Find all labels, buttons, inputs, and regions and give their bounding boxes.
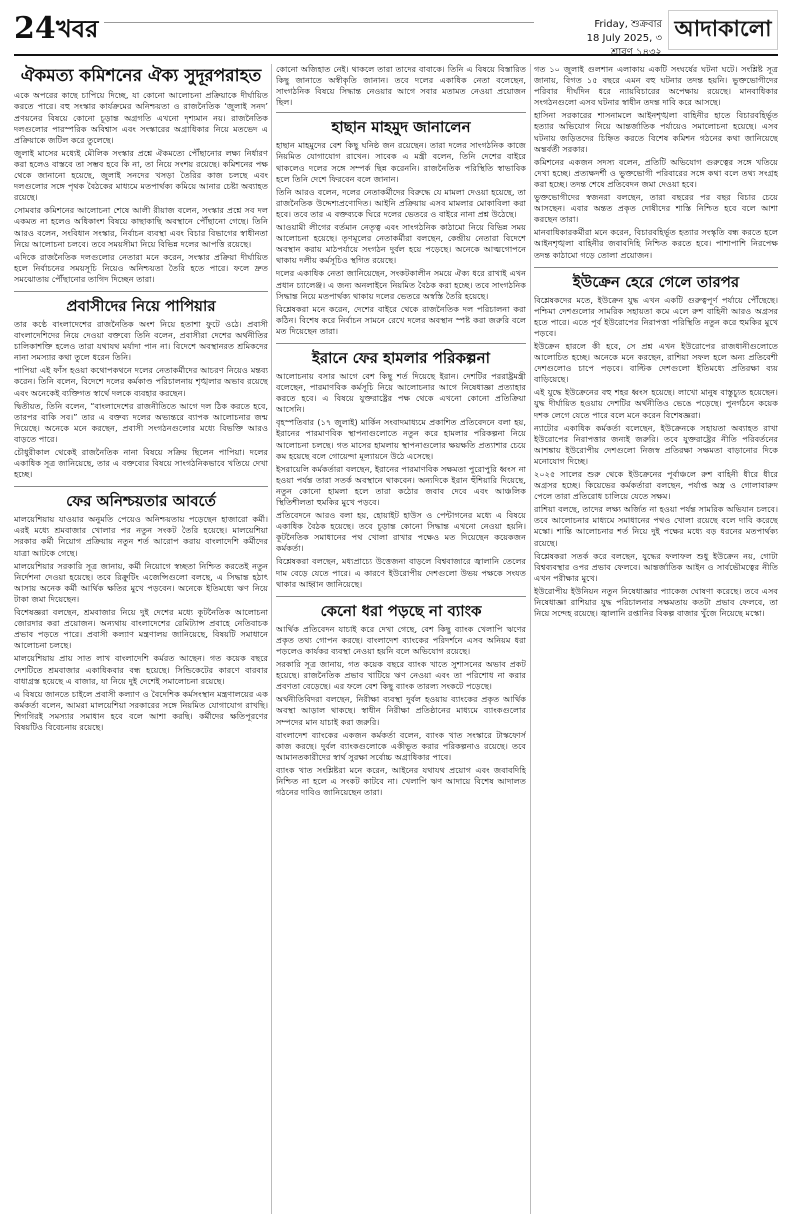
paragraph: একে অপরের কাছে চাপিয়ে দিচ্ছে, যা কোনো আলোচনা প্রক্রিয়াকে দীর্ঘায়িত করতে পারে। বহু সংস্কার কার্যক্রমের অনিশ্চয়তা ও রাজনৈতিক ‘জুলাই সনদ’ প্রণয়নের বিষয়ে কোনো চূড়ান্ত অগ্রগতি এখনো দৃশ্যমান নয়। রাজনৈতিক দলগুলোর পারস্পরিক অবিশ্বাস এবং সংস্কারের অগ্রাধিকার নিয়ে মতভেদ এ প্রক্রিয়াকে জটিল করে তুলেছে। [14, 90, 268, 145]
story-banks [276, 602, 526, 798]
headline-banks: কেনো ধরা পড়ছে না ব্যাংক [320, 601, 482, 620]
story-body [14, 90, 268, 285]
paragraph: মানবাধিকারকর্মীরা মনে করেন, বিচারবহির্ভূত হত্যার সংস্কৃতি বন্ধ করতে হলে আইনশৃঙ্খলা বাহিনীর জবাবদিহি নিশ্চিত করতে হবে। পাশাপাশি নিরপেক্ষ তদন্ত কাঠামো গড়ে তোলা প্রয়োজন। [534, 227, 778, 260]
paragraph: প্রতিবেদনে আরও বলা হয়, হোয়াইট হাউস ও পেন্টাগনের মধ্যে এ বিষয়ে একাধিক বৈঠক হয়েছে। তবে চূড়ান্ত কোনো সিদ্ধান্ত এখনো নেওয়া হয়নি। কূটনৈতিক সমাধানের পথ খোলা রাখার পক্ষেও মত দিয়েছেন কয়েকজন কর্মকর্তা। [276, 510, 526, 554]
paragraph: বৃহস্পতিবার (১৭ জুলাই) মার্কিন সংবাদমাধ্যমে প্রকাশিত প্রতিবেদনে বলা হয়, ইরানের পারমাণবিক স্থাপনাগুলোতে নতুন করে হামলার পরিকল্পনা নিয়ে আলোচনা চলছে। গত মাসের হামলায় স্থাপনাগুলোর ক্ষয়ক্ষতি প্রত্যাশার চেয়ে কম হয়েছে বলে গোয়েন্দা মূল্যায়নে উঠে এসেছে। [276, 417, 526, 461]
story-uncertainty [14, 492, 268, 733]
paragraph: হাসিনা সরকারের শাসনামলে আইনশৃঙ্খলা বাহিনীর হাতে বিচারবহির্ভূত হত্যার অভিযোগ নিয়ে আন্তর্জাতিক পর্যায়েও সমালোচনা হয়েছে। এসব ঘটনায় জড়িতদের চিহ্নিত করতে বিশেষ কমিশন গঠনের কথা জানিয়েছে অন্তর্বর্তী সরকার। [534, 110, 778, 154]
paragraph: পাপিয়া এই ফাঁস হওয়া কথোপকথনে দলের নেতাকর্মীদের আচরণ নিয়েও মন্তব্য করেন। তিনি বলেন, বিদেশে দলের কর্মকাণ্ড পরিচালনায় শৃঙ্খলার অভাব রয়েছে এবং অনেকেই ব্যক্তিগত স্বার্থে দলকে ব্যবহার করছেন। [14, 365, 268, 398]
paragraph: ন্যাটোর একাধিক কর্মকর্তা বলেছেন, ইউক্রেনকে সহায়তা অব্যাহত রাখা ইউরোপের নিরাপত্তার জন্যই জরুরি। তবে যুক্তরাষ্ট্রের নীতি পরিবর্তনের আশঙ্কায় ইউরোপীয় দেশগুলো নিজস্ব প্রতিরক্ষা সক্ষমতা বাড়ানোর দিকে মনোযোগ দিচ্ছে। [534, 422, 778, 466]
headline-iran: ইরানে ফের হামলার পরিকল্পনা [312, 348, 490, 367]
paragraph: আর্থিক প্রতিবেদন যাচাই করে দেখা গেছে, বেশ কিছু ব্যাংক খেলাপি ঋণের প্রকৃত তথ্য গোপন করছে। বাংলাদেশ ব্যাংকের পরিদর্শনে এসব অনিয়ম ধরা পড়লেও কার্যকর ব্যবস্থা নেওয়া হয়নি বলে অভিযোগ রয়েছে। [276, 623, 526, 656]
paragraph: চৌধুরীকাল থেকেই রাজনৈতিক নানা বিষয়ে সক্রিয় ছিলেন পাপিয়া। দলের একাধিক সূত্র জানিয়েছে, তার এ বক্তব্যের বিষয়ে সাংগঠনিকভাবে খতিয়ে দেখা হচ্ছে। [14, 447, 268, 480]
paragraph: সরকারি সূত্র জানায়, গত কয়েক বছরে ব্যাংক খাতে সুশাসনের অভাব প্রকট হয়েছে। রাজনৈতিক প্রভাব খাটিয়ে ঋণ নেওয়া এবং তা পরিশোধ না করার প্রবণতা বেড়েছে। এর ফলে বেশ কিছু ব্যাংক তারল্য সংকটে পড়েছে। [276, 659, 526, 692]
paragraph: বিশ্লেষকরা সতর্ক করে বলছেন, যুদ্ধের ফলাফল শুধু ইউক্রেন নয়, গোটা বিশ্বব্যবস্থার ওপর প্রভাব ফেলবে। আন্তর্জাতিক আইন ও সার্বভৌমত্বের নীতি এখন পরীক্ষার মুখে। [534, 550, 778, 583]
day-label: Friday, শুক্রবার [594, 19, 662, 30]
paragraph: কমিশনের একজন সদস্য বলেন, প্রতিটি অভিযোগ গুরুত্বের সঙ্গে খতিয়ে দেখা হচ্ছে। প্রত্যক্ষদর্শী ও ভুক্তভোগী পরিবারের সঙ্গে কথা বলে তথ্য সংগ্রহ করা হচ্ছে। তদন্ত শেষে প্রতিবেদন জমা দেওয়া হবে। [534, 156, 778, 189]
story-divider [14, 291, 268, 292]
column-right [534, 64, 778, 1214]
story-expat [14, 297, 268, 480]
masthead [14, 8, 778, 56]
paragraph: তিনি আরও বলেন, দলের নেতাকর্মীদের বিরুদ্ধে যে মামলা দেওয়া হয়েছে, তা রাজনৈতিক উদ্দেশ্যপ্রণোদিত। আইনি প্রক্রিয়ায় এসব মামলার মোকাবিলা করা হবে। তবে তার এ বক্তব্যকে ঘিরে দলের ভেতরে ও বাইরে নানা প্রশ্ন উঠেছে। [276, 186, 526, 219]
paragraph: বাংলাদেশ ব্যাংকের একজন কর্মকর্তা বলেন, ব্যাংক খাত সংস্কারে টাস্কফোর্স কাজ করছে। দুর্বল ব্যাংকগুলোকে একীভূত করার পরিকল্পনাও রয়েছে। তবে আমানতকারীদের স্বার্থ সুরক্ষা সর্বোচ্চ অগ্রাধিকার পাবে। [276, 729, 526, 762]
column-rule [271, 64, 272, 1214]
column-left [14, 64, 268, 1214]
date-block [562, 18, 662, 60]
story-unity [14, 66, 268, 285]
headline-unity: ঐকমত্য কমিশনের ঐক্য সুদূরপরাহত [20, 66, 262, 86]
column-rule [530, 64, 531, 1214]
header-divider [104, 22, 534, 23]
paragraph: দ্বিতীয়ত, তিনি বলেন, “বাংলাদেশের রাজনীতিতে আগে দল ঠিক করতে হবে, তারপর বাকি সব।” তার এ বক্তব্য দলের অভ্যন্তরে ব্যাপক আলোচনার জন্ম দিয়েছে। অনেকে মনে করছেন, প্রবাসী সংগঠনগুলোর মধ্যে বিভক্তি আরও বাড়তে পারে। [14, 400, 268, 444]
paragraph: মালয়েশিয়ার সরকারি সূত্র জানায়, কর্মী নিয়োগে স্বচ্ছতা নিশ্চিত করতেই নতুন নির্দেশনা দেওয়া হয়েছে। তবে রিক্রুটিং এজেন্সিগুলো বলছে, এ সিদ্ধান্ত হঠাৎ আসায় অনেক কর্মী আর্থিক ক্ষতির মুখে পড়বেন। অনেকে ইতিমধ্যে ঋণ নিয়ে টাকা জমা দিয়েছেন। [14, 560, 268, 604]
paragraph: আলোচনায় বসার আগে বেশ কিছু শর্ত দিয়েছে ইরান। দেশটির পররাষ্ট্রমন্ত্রী বলেছেন, পারমাণবিক কর্মসূচি নিয়ে আলোচনার আগে নিষেধাজ্ঞা প্রত্যাহার করতে হবে। এ বিষয়ে যুক্তরাষ্ট্রের পক্ষ থেকে এখনো কোনো প্রতিক্রিয়া আসেনি। [276, 370, 526, 415]
paragraph: অর্থনীতিবিদরা বলছেন, নিরীক্ষা ব্যবস্থা দুর্বল হওয়ায় ব্যাংকের প্রকৃত আর্থিক অবস্থা আড়াল থাকছে। স্বাধীন নিরীক্ষা প্রতিষ্ঠানের মাধ্যমে ব্যাংকগুলোর সম্পদের মান যাচাই করা জরুরি। [276, 694, 526, 727]
column-middle [276, 64, 526, 1214]
paragraph: ২০২৫ সালের শুরু থেকে ইউক্রেনের পূর্বাঞ্চলে রুশ বাহিনী ধীরে ধীরে অগ্রসর হচ্ছে। কিয়েভের কর্মকর্তারা বলছেন, পর্যাপ্ত অস্ত্র ও গোলাবারুদ পেলে তারা প্রতিরোধ চালিয়ে যেতে সক্ষম। [534, 469, 778, 502]
paragraph: মালয়েশিয়ায় প্রায় সাত লাখ বাংলাদেশি কর্মরত আছেন। গত কয়েক বছরে দেশটিতে শ্রমবাজার একাধিকবার বন্ধ হয়েছে। সিন্ডিকেটের কারণে বারবার বাধাগ্রস্ত হয়েছে এ বাজার, যা নিয়ে দুই দেশেই সমালোচনা রয়েছে। [14, 653, 268, 686]
paragraph: ইসরায়েলি কর্মকর্তারা বলছেন, ইরানের পারমাণবিক সক্ষমতা পুরোপুরি ধ্বংস না হওয়া পর্যন্ত তারা সতর্ক অবস্থানে থাকবেন। অন্যদিকে ইরান হুঁশিয়ারি দিয়েছে, নতুন কোনো হামলা হলে তারা কঠোর জবাব দেবে এবং আঞ্চলিক স্থিতিশীলতা হুমকির মুখে পড়বে। [276, 463, 526, 507]
story-continuation [276, 64, 526, 108]
section-name: খবর [56, 14, 99, 43]
story-body [534, 64, 778, 261]
newspaper-logo: আদাকালো [668, 10, 778, 50]
paragraph: ব্যাংক খাত সংশ্লিষ্টরা মনে করেন, আইনের যথাযথ প্রয়োগ এবং জবাবদিহি নিশ্চিত না হলে এ সংকট কাটবে না। খেলাপি ঋণ আদায়ে বিশেষ আদালত গঠনের দাবিও জানিয়েছেন তারা। [276, 764, 526, 798]
story-divider [276, 596, 526, 597]
paragraph: বিশ্লেষকরা বলছেন, মধ্যপ্রাচ্যে উত্তেজনা বাড়লে বিশ্ববাজারে জ্বালানি তেলের দাম বেড়ে যেতে পারে। এ কারণে ইউরোপীয় দেশগুলো উভয় পক্ষকে সংযত থাকার আহ্বান জানিয়েছে। [276, 556, 526, 589]
paragraph: এই যুদ্ধে ইউক্রেনের বহু শহর ধ্বংস হয়েছে। লাখো মানুষ বাস্তুচ্যুত হয়েছেন। যুদ্ধ দীর্ঘায়িত হওয়ায় দেশটির অর্থনীতিও ভেঙে পড়েছে। পুনর্গঠনে কয়েক দশক লেগে যেতে পারে বলে মনে করেন বিশেষজ্ঞরা। [534, 387, 778, 420]
paragraph: ভুক্তভোগীদের স্বজনরা বলছেন, তারা বছরের পর বছর বিচার চেয়ে আসছেন। এবার অন্তত প্রকৃত দোষীদের শাস্তি নিশ্চিত হবে বলে আশা করছেন তারা। [534, 192, 778, 225]
paragraph: তার কণ্ঠে বাংলাদেশের রাজনৈতিক অংশ নিয়ে হতাশা ফুটে ওঠে। প্রবাসী বাংলাদেশিদের নিয়ে দেওয়া বক্তব্যে তিনি বলেন, প্রবাসীরা দেশের অর্থনীতির চালিকাশক্তি হলেও তারা যথাযথ মর্যাদা পান না। বিদেশে অবস্থানরত শ্রমিকদের নানা সমস্যার কথা তুলে ধরেন তিনি। [14, 318, 268, 363]
paragraph: আওয়ামী লীগের বর্তমান নেতৃত্ব এবং সাংগঠনিক কাঠামো নিয়ে বিভিন্ন সময় আলোচনা হয়েছে। তৃণমূলের নেতাকর্মীরা বলছেন, কেন্দ্রীয় নেতারা বিদেশে অবস্থান করায় মাঠপর্যায়ে সংগঠন দুর্বল হয়ে পড়েছে। অনেকে আত্মগোপনে থাকায় দলীয় কর্মসূচিও স্থগিত রয়েছে। [276, 222, 526, 266]
paragraph: কোনো অজিহাত নেই। থাকলে তারা তাদের বাবাকে। তিনি এ বিষয়ে বিস্তারিত কিছু জানাতে অস্বীকৃতি জানান। তবে দলের একাধিক নেতা বলেছেন, সাংগঠনিক বিষয়ে সিদ্ধান্ত নেওয়ার আগে সবার মতামত নেওয়া প্রয়োজন ছিল। [276, 64, 526, 108]
paragraph: ইউক্রেন হারলে কী হবে, সে প্রশ্ন এখন ইউরোপের রাজধানীগুলোতে আলোচিত হচ্ছে। অনেকে মনে করছেন, রাশিয়া সফল হলে অন্য প্রতিবেশী দেশগুলোও চাপে পড়বে। বাল্টিক দেশগুলো ইতিমধ্যে প্রতিরক্ষা ব্যয় বাড়িয়েছে। [534, 340, 778, 385]
page-number: 24 [14, 11, 56, 46]
story-hasan [276, 118, 526, 337]
story-body [14, 319, 268, 480]
paragraph: হাছান মাহমুদের বেশ কিছু ঘনিষ্ঠ জন রয়েছেন। তারা দলের সাংগঠনিক কাজে নিয়মিত যোগাযোগ রাখেন। সাবেক এ মন্ত্রী বলেন, তিনি দেশের বাইরে থাকলেও দলের সঙ্গে সম্পর্ক ছিন্ন করেননি। রাজনৈতিক পরিস্থিতি স্বাভাবিক হলে তিনি দেশে ফিরবেন বলে জানান। [276, 140, 526, 184]
date-label: 18 July 2025, ৩ শ্রাবণ ১৪৩২ [586, 33, 662, 58]
story-crossfire [534, 64, 778, 261]
paragraph: সোমবার কমিশনের আলোচনা শেষে আলী রীয়াজ বলেন, সংস্কার প্রশ্নে সব দল একমত না হলেও অধিকাংশ বিষয়ে কাছাকাছি অবস্থানে পৌঁছানো গেছে। তিনি আরও বলেন, সংবিধান সংস্কার, নির্বাচন ব্যবস্থা এবং বিচার বিভাগের স্বাধীনতা নিয়ে আলোচনা চলবে। তবে সময়সীমা নিয়ে বিভিন্ন দলের আপত্তি রয়েছে। [14, 205, 268, 249]
paragraph: মালয়েশিয়ায় যাওয়ার অনুমতি পেয়েও অনিশ্চয়তায় পড়েছেন হাজারো কর্মী। এরই মধ্যে শ্রমবাজার খোলার পর নতুন সংকট তৈরি হয়েছে। মালয়েশিয়া সরকার কর্মী নিয়োগ প্রক্রিয়ায় নতুন শর্ত আরোপ করায় বাংলাদেশি কর্মীদের যাত্রা আটকে গেছে। [14, 514, 268, 558]
headline-hasan: হাছান মাহমুদ জানালেন [331, 118, 471, 137]
paragraph: এদিকে রাজনৈতিক দলগুলোর নেতারা মনে করেন, সংস্কার প্রক্রিয়া দীর্ঘায়িত হলে নির্বাচনের সময়সূচি নিয়েও অনিশ্চয়তা তৈরি হতে পারে। ফলে দ্রুত সমঝোতায় পৌঁছানোর তাগিদ দিচ্ছেন তারা। [14, 251, 268, 284]
headline-expat: প্রবাসীদের নিয়ে পাপিয়ার [66, 296, 216, 315]
story-divider [276, 343, 526, 344]
paragraph: দলের একাধিক নেতা জানিয়েছেন, সংকটকালীন সময়ে ঐক্য ধরে রাখাই এখন প্রধান চ্যালেঞ্জ। এ জন্য অনলাইনে নিয়মিত বৈঠক করা হচ্ছে। তবে সাংগঠনিক সিদ্ধান্ত নিয়ে মতপার্থক্য থাকায় দলের ভেতরে অস্বস্তি তৈরি হয়েছে। [276, 268, 526, 301]
paragraph: বিশ্লেষকদের মতে, ইউক্রেন যুদ্ধ এখন একটি গুরুত্বপূর্ণ পর্যায়ে পৌঁছেছে। পশ্চিমা দেশগুলোর সামরিক সহায়তা কমে এলে রুশ বাহিনী আরও অগ্রসর হতে পারে। এতে পূর্ব ইউরোপের নিরাপত্তা পরিস্থিতি নতুন করে হুমকির মুখে পড়বে। [534, 294, 778, 338]
paragraph: বিশ্লেষকরা মনে করেন, দেশের বাইরে থেকে রাজনৈতিক দল পরিচালনা করা কঠিন। বিশেষ করে নির্বাচন সামনে রেখে দলের অবস্থান স্পষ্ট করা জরুরি বলে মত দিয়েছেন তারা। [276, 303, 526, 336]
story-body [14, 514, 268, 733]
headline-ukraine: ইউক্রেন হেরে গেলে তারপর [572, 272, 740, 291]
story-body [276, 140, 526, 337]
paragraph: রাশিয়া বলছে, তাদের লক্ষ্য অর্জিত না হওয়া পর্যন্ত সামরিক অভিযান চলবে। তবে আলোচনার মাধ্যমে সমাধানের পথও খোলা রয়েছে বলে দাবি করেছে মস্কো। শান্তি আলোচনার শর্ত নিয়ে দুই পক্ষের মধ্যে বড় ধরনের মতপার্থক্য রয়েছে। [534, 504, 778, 548]
story-divider [276, 112, 526, 113]
paragraph: বিশেষজ্ঞরা বলছেন, শ্রমবাজার নিয়ে দুই দেশের মধ্যে কূটনৈতিক আলোচনা জোরদার করা প্রয়োজন। অন্যথায় বাংলাদেশের রেমিট্যান্স প্রবাহে নেতিবাচক প্রভাব পড়তে পারে। প্রবাসী কল্যাণ মন্ত্রণালয় জানিয়েছে, বিষয়টি সমাধানে আলোচনা চলছে। [14, 607, 268, 651]
story-divider [534, 267, 778, 268]
story-body [276, 624, 526, 798]
story-ukraine [534, 273, 778, 620]
paragraph: জুলাই মাসের মধ্যেই মৌলিক সংস্কার প্রশ্নে ঐকমত্যে পৌঁছানোর লক্ষ্য নির্ধারণ করা হলেও বাস্তবে তা সম্ভব হবে কি না, তা নিয়ে সংশয় রয়েছে। কমিশনের পক্ষ থেকে জানানো হয়েছে, জুলাই সনদের খসড়া তৈরির কাজ চলছে এবং দলগুলোর সঙ্গে পৃথক বৈঠকের মাধ্যমে মতপার্থক্য কমিয়ে আনার চেষ্টা অব্যাহত রয়েছে। [14, 147, 268, 203]
story-iran [276, 349, 526, 590]
story-divider [14, 486, 268, 487]
paragraph: ইউরোপীয় ইউনিয়ন নতুন নিষেধাজ্ঞার প্যাকেজ ঘোষণা করেছে। তবে এসব নিষেধাজ্ঞা রাশিয়ার যুদ্ধ পরিচালনার সক্ষমতায় কতটা প্রভাব ফেলবে, তা নিয়ে সন্দেহ রয়েছে। জ্বালানি রপ্তানির বিকল্প বাজার খুঁজে নিয়েছে মস্কো। [534, 585, 778, 619]
paragraph: এ বিষয়ে জানতে চাইলে প্রবাসী কল্যাণ ও বৈদেশিক কর্মসংস্থান মন্ত্রণালয়ের এক কর্মকর্তা বলেন, আমরা মালয়েশিয়া সরকারের সঙ্গে নিয়মিত যোগাযোগ রাখছি। শিগগিরই সমস্যার সমাধান হবে বলে আশা করছি। কর্মীদের ক্ষতিপূরণের বিষয়টিও বিবেচনায় রয়েছে। [14, 688, 268, 732]
story-body [276, 371, 526, 590]
story-body [534, 295, 778, 620]
paragraph: গত ১০ জুলাই গুলশান এলাকায় একটি সংঘর্ষের ঘটনা ঘটে। সংশ্লিষ্ট সূত্র জানায়, বিগত ১৫ বছরে এমন বহু ঘটনার তদন্ত হয়নি। ভুক্তভোগীদের পরিবার দীর্ঘদিন ধরে ন্যায়বিচারের অপেক্ষায় রয়েছে। মানবাধিকার সংগঠনগুলো এসব ঘটনার স্বাধীন তদন্ত দাবি করে আসছে। [534, 64, 778, 108]
headline-uncertainty: ফের অনিশ্চয়তার আবর্তে [66, 492, 216, 511]
